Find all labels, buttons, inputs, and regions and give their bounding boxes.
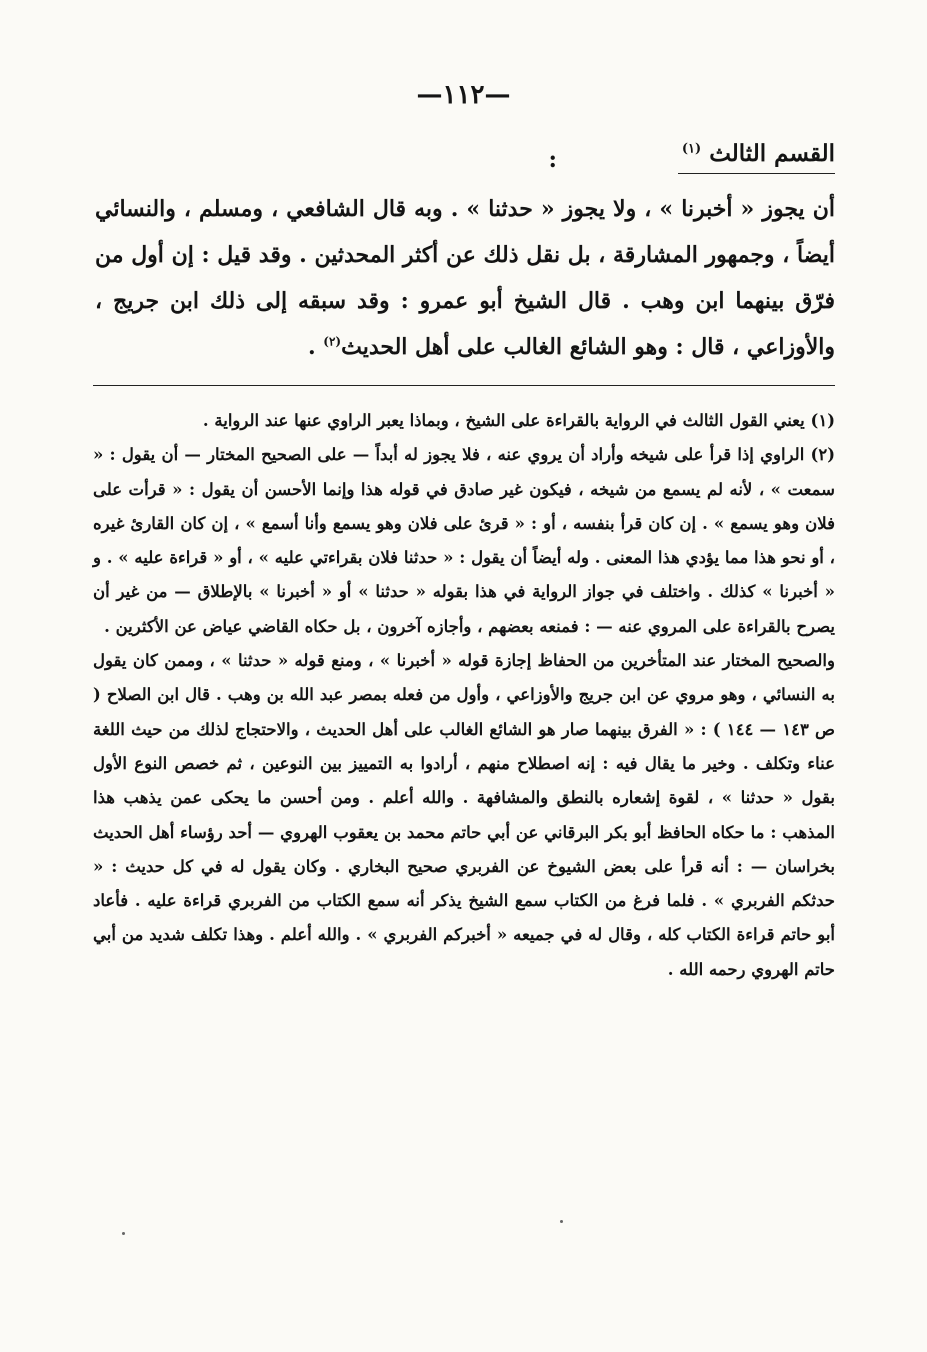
footnote-divider xyxy=(93,385,835,386)
section-heading-colon: : xyxy=(548,146,557,173)
main-paragraph xyxy=(95,186,835,370)
main-paragraph-end: . xyxy=(307,334,324,360)
main-body-text xyxy=(95,186,835,370)
footnotes-section xyxy=(93,404,835,987)
footnote-2-continuation-text: والصحيح المختار عند المتأخرين من الحفاظ إجازة قوله « أخبرنا » ، ومنع قوله « حدثنا » ، وممن كان يقول به النسائي ، وهو مروي عن ابن جريج والأوزاعي ، وأول من فعله بمصر عبد الله بن وهب . قال ابن الصلاح ( ص ١٤٣ — ١٤٤ ) : « الفرق بينهما صار هو الشائع الغالب على أهل الحديث ، والاحتجاج لذلك من حيث اللغة عناء وتكلف . وخير ما يقال فيه : إنه اصطلاح منهم ، أرادوا به التمييز بين النوعين ، ثم خصص النوع الأول بقول « حدثنا » ، لقوة إشعاره بالنطق والمشافهة . والله أعلم . ومن أحسن ما يحكى عمن يذهب هذا المذهب : ما حكاه الحافظ أبو بكر البرقاني عن أبي حاتم محمد بن يعقوب الهروي — أحد رؤساء أهل الحديث بخراسان — : أنه قرأ على بعض الشيوخ عن الفربري صحيح البخاري . وكان يقول له في كل حديث : « حدثكم الفربري » . فلما فرغ من الكتاب سمع الشيخ يذكر أنه سمع الكتاب من الفربري قراءة عليه . فأعاد أبو حاتم قراءة الكتاب كله ، وقال له في جميعه « أخبركم الفربري » . والله أعلم . وهذا تكلف شديد من أبي حاتم الهروي رحمه الله . xyxy=(93,651,836,979)
section-heading-text: القسم الثالث xyxy=(709,140,835,167)
footnote-2-mark: (٢) xyxy=(810,445,835,465)
section-heading-footnote-mark: (١) xyxy=(681,141,702,157)
footnote-1-mark: (١) xyxy=(810,411,835,430)
footnote-2-text: الراوي إذا قرأ على شيخه وأراد أن يروي عنه ، فلا يجوز له أبداً — على الصحيح المختار — أن يقول : « سمعت » ، لأنه لم يسمع من شيخه ، فيكون غير صادق في قوله هذا وإنما الأحسن أن يقول : « قرأت على فلان وهو يسمع » . إن كان قرأ بنفسه ، أو : « قرئ على فلان وهو يسمع وأنا أسمع » ، إن كان القارئ غيره ، أو نحو هذا مما يؤدي هذا المعنى . وله أيضاً أن يقول : « حدثنا فلان بقراءتي عليه » ، أو « قراءة عليه » . و « أخبرنا » كذلك . واختلف في جواز الرواية في هذا بقوله « حدثنا » أو « أخبرنا » بالإطلاق — من غير أن يصرح بالقراءة على المروي عنه — : فمنعه بعضهم ، وأجازه آخرون ، بل حكاه القاضي عياض عن الأكثرين . xyxy=(93,445,835,636)
scan-speck xyxy=(122,1232,125,1235)
main-paragraph-footnote-mark: (٢) xyxy=(323,334,342,349)
footnote-1 xyxy=(93,404,835,438)
footnote-1-text: يعني القول الثالث في الرواية بالقراءة على الشيخ ، وبماذا يعبر الراوي عنها عند الرواية . xyxy=(202,411,805,430)
footnote-2 xyxy=(93,438,835,644)
main-paragraph-text: أن يجوز « أخبرنا » ، ولا يجوز « حدثنا » . وبه قال الشافعي ، ومسلم ، والنسائي أيضاً ، وجمهور المشارقة ، بل نقل ذلك عن أكثر المحدثين . وقد قيل : إن أول من فرّق بينهما ابن وهب . قال الشيخ أبو عمرو : وقد سبقه إلى ذلك ابن جريج ، والأوزاعي ، قال : وهو الشائع الغالب على أهل الحديث xyxy=(95,196,835,360)
section-heading xyxy=(678,140,835,174)
scan-speck xyxy=(560,1220,563,1223)
footnote-2-continuation xyxy=(93,644,835,987)
page-number: —١١٢— xyxy=(416,80,511,110)
